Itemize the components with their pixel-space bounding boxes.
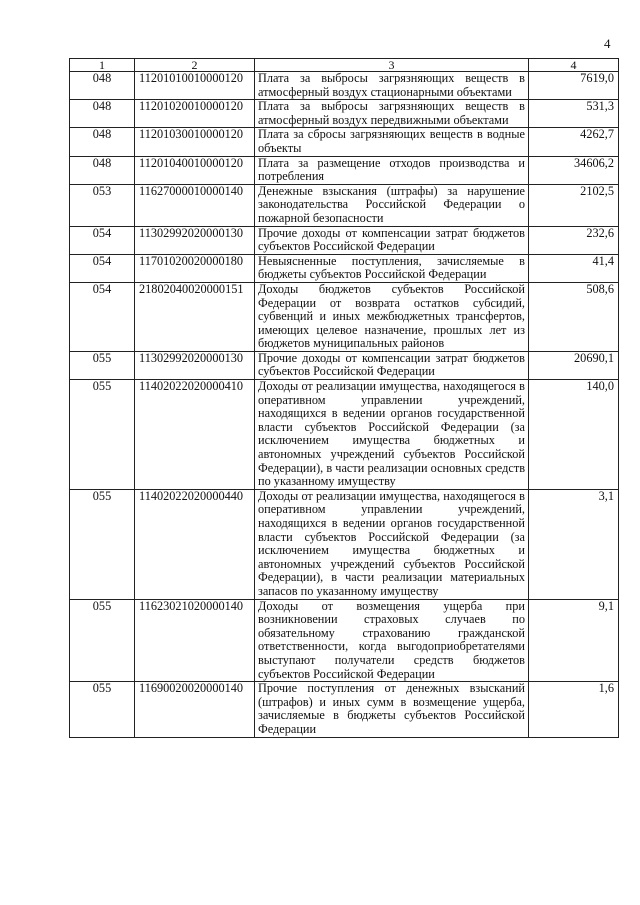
table-row (70, 489, 619, 599)
amount: 531,3 (529, 100, 619, 128)
table-row (70, 599, 619, 682)
kbk-code: 11623021020000140 (135, 599, 255, 682)
revenue-description: Денежные взыскания (штрафы) за нарушение законодательства Российской Федерации о пожарной безопасности (255, 184, 529, 226)
kbk-code: 21802040020000151 (135, 282, 255, 351)
admin-code: 048 (70, 156, 135, 184)
table-row (70, 100, 619, 128)
admin-code: 048 (70, 128, 135, 156)
column-header: 4 (529, 59, 619, 72)
kbk-code: 11201040010000120 (135, 156, 255, 184)
revenue-description: Плата за сбросы загрязняющих веществ в водные объекты (255, 128, 529, 156)
amount: 34606,2 (529, 156, 619, 184)
revenue-description: Плата за выбросы загрязняющих веществ в атмосферный воздух стационарными объектами (255, 72, 529, 100)
amount: 41,4 (529, 254, 619, 282)
table-row (70, 184, 619, 226)
table-header-row (70, 59, 619, 72)
kbk-code: 11201010010000120 (135, 72, 255, 100)
admin-code: 053 (70, 184, 135, 226)
revenue-description: Плата за размещение отходов производства и потребления (255, 156, 529, 184)
revenue-description: Доходы от реализации имущества, находящегося в оперативном управлении учреждений, находящихся в ведении органов государственной власти субъектов Российской Федерации (за исключением имущества бюджетных и автономных учреждений субъектов Российской Федерации), в части реализации основных средств по указанному имуществу (255, 380, 529, 490)
table-row (70, 254, 619, 282)
table-row (70, 226, 619, 254)
revenue-table (69, 58, 619, 738)
admin-code: 054 (70, 254, 135, 282)
revenue-description: Плата за выбросы загрязняющих веществ в атмосферный воздух передвижными объектами (255, 100, 529, 128)
kbk-code: 11302992020000130 (135, 351, 255, 379)
kbk-code: 11302992020000130 (135, 226, 255, 254)
amount: 3,1 (529, 489, 619, 599)
admin-code: 054 (70, 226, 135, 254)
amount: 4262,7 (529, 128, 619, 156)
admin-code: 048 (70, 72, 135, 100)
revenue-description: Прочие поступления от денежных взысканий (штрафов) и иных сумм в возмещение ущерба, зачисляемые в бюджеты субъектов Российской Федерации (255, 682, 529, 737)
kbk-code: 11402022020000410 (135, 380, 255, 490)
table-row (70, 351, 619, 379)
revenue-description: Доходы от реализации имущества, находящегося в оперативном управлении учреждений, находящихся в ведении органов государственной власти субъектов Российской Федерации (за исключением имущества бюджетных и автономных учреждений субъектов Российской Федерации), в части реализации материальных запасов по указанному имуществу (255, 489, 529, 599)
amount: 7619,0 (529, 72, 619, 100)
table-row (70, 72, 619, 100)
column-header: 2 (135, 59, 255, 72)
amount: 9,1 (529, 599, 619, 682)
page-number: 4 (604, 36, 611, 51)
table-row (70, 380, 619, 490)
kbk-code: 11201020010000120 (135, 100, 255, 128)
table-row (70, 682, 619, 737)
amount: 140,0 (529, 380, 619, 490)
amount: 1,6 (529, 682, 619, 737)
amount: 2102,5 (529, 184, 619, 226)
admin-code: 054 (70, 282, 135, 351)
kbk-code: 11201030010000120 (135, 128, 255, 156)
revenue-description: Доходы бюджетов субъектов Российской Федерации от возврата остатков субсидий, субвенций и иных межбюджетных трансфертов, имеющих целевое назначение, прошлых лет из бюджетов муниципальных районов (255, 282, 529, 351)
admin-code: 055 (70, 599, 135, 682)
column-header: 3 (255, 59, 529, 72)
revenue-description: Прочие доходы от компенсации затрат бюджетов субъектов Российской Федерации (255, 226, 529, 254)
admin-code: 055 (70, 380, 135, 490)
table-row (70, 128, 619, 156)
kbk-code: 11701020020000180 (135, 254, 255, 282)
admin-code: 055 (70, 489, 135, 599)
admin-code: 055 (70, 351, 135, 379)
admin-code: 055 (70, 682, 135, 737)
kbk-code: 11690020020000140 (135, 682, 255, 737)
revenue-description: Прочие доходы от компенсации затрат бюджетов субъектов Российской Федерации (255, 351, 529, 379)
table-row (70, 156, 619, 184)
revenue-description: Доходы от возмещения ущерба при возникновении страховых случаев по обязательному страхованию гражданской ответственности, когда выгодоприобретателями выступают получатели средств бюджетов субъектов Российской Федерации (255, 599, 529, 682)
amount: 232,6 (529, 226, 619, 254)
revenue-description: Невыясненные поступления, зачисляемые в бюджеты субъектов Российской Федерации (255, 254, 529, 282)
column-header: 1 (70, 59, 135, 72)
amount: 20690,1 (529, 351, 619, 379)
kbk-code: 11402022020000440 (135, 489, 255, 599)
kbk-code: 11627000010000140 (135, 184, 255, 226)
table-row (70, 282, 619, 351)
admin-code: 048 (70, 100, 135, 128)
amount: 508,6 (529, 282, 619, 351)
